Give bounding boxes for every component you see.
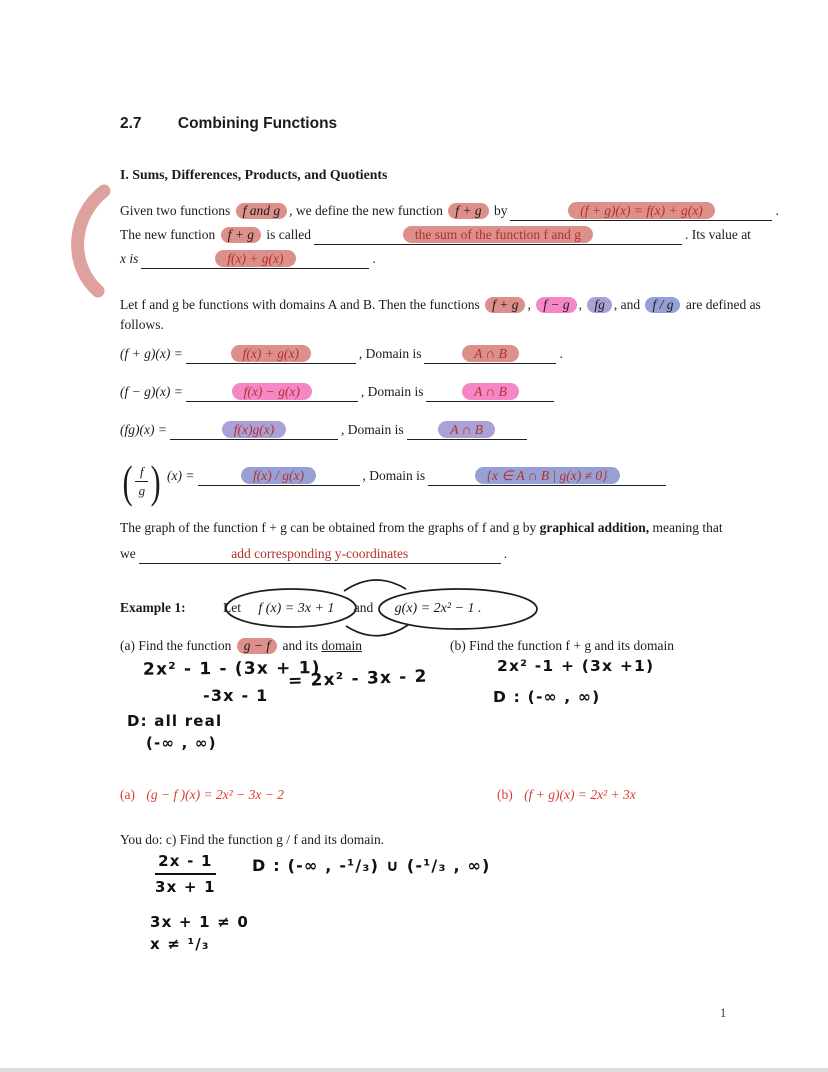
handwriting-b-domain: D : (-∞ , ∞) bbox=[493, 688, 601, 706]
highlight-f-plus-g: f + g bbox=[485, 297, 525, 313]
answer-sum-formula: f(x) + g(x) bbox=[231, 345, 311, 362]
row-lhs: (f − g)(x) = bbox=[120, 384, 183, 399]
answer-blank bbox=[314, 225, 682, 245]
answer-b-label: (b) bbox=[497, 787, 513, 802]
answer-a-label: (a) bbox=[120, 787, 135, 802]
fraction-bar-hand bbox=[155, 873, 216, 875]
fraction-numerator-hand: 2x - 1 bbox=[158, 852, 213, 870]
intro-line-3 bbox=[120, 249, 376, 269]
row-tail: . bbox=[559, 346, 563, 361]
intro-text: by bbox=[493, 203, 508, 218]
handwriting-a-expression: 2x² - 1 - (3x + 1) bbox=[142, 658, 321, 680]
graphical-addition-bold: graphical addition, bbox=[539, 520, 650, 535]
defs-text: , bbox=[527, 297, 531, 312]
domain-word-underlined: domain bbox=[321, 638, 362, 653]
example-1-line bbox=[120, 600, 482, 617]
def-row-product bbox=[120, 420, 530, 440]
part-b-prompt: (b) Find the function f + g and its domain bbox=[450, 638, 674, 653]
answer-blank bbox=[186, 382, 358, 402]
section-title: Combining Functions bbox=[177, 115, 338, 132]
answer-a-math: (g − f )(x) = 2x² − 3x − 2 bbox=[146, 787, 284, 802]
highlight-f-minus-g: f − g bbox=[536, 297, 576, 313]
page-number: 1 bbox=[720, 1006, 727, 1020]
part-a-prompt bbox=[120, 638, 362, 654]
fraction-denominator-hand: 3x + 1 bbox=[155, 878, 216, 896]
answer-quot-formula: f(x) / g(x) bbox=[241, 467, 316, 484]
highlight-g-minus-f: g − f bbox=[237, 638, 277, 654]
example-label: Example 1: bbox=[120, 600, 186, 615]
row-lhs: (x) = bbox=[167, 468, 195, 483]
handwriting-a-domain-interval: (-∞ , ∞) bbox=[146, 734, 217, 752]
intro-line-2 bbox=[120, 225, 751, 245]
you-do-prompt: You do: c) Find the function g / f and its domain. bbox=[120, 832, 385, 847]
defs-text: Let f and g be functions with domains A and B. Then the functions bbox=[120, 297, 480, 312]
answer-prod-formula: f(x)g(x) bbox=[222, 421, 286, 438]
def-row-sum bbox=[120, 344, 563, 364]
answer-blank bbox=[510, 201, 772, 221]
handwriting-a-result: = 2x² - 3x - 2 bbox=[287, 666, 428, 692]
answer-value-at-x: f(x) + g(x) bbox=[215, 250, 295, 267]
heading-sums-differences: I. Sums, Differences, Products, and Quotients bbox=[120, 167, 388, 182]
def-row-difference bbox=[120, 382, 557, 402]
row-mid: , Domain is bbox=[358, 346, 422, 361]
answer-diff-domain: A ∩ B bbox=[462, 383, 519, 400]
answer-blank bbox=[426, 382, 554, 402]
highlight-fg: fg bbox=[587, 297, 612, 313]
answer-diff-formula: f(x) − g(x) bbox=[232, 383, 312, 400]
intro-text: . bbox=[372, 251, 376, 266]
answer-blank bbox=[424, 344, 556, 364]
def-row-quotient: ( $\frac{f}{g}$) (x) = f(x) / g(x) , Domain is {x ∈ A ∩ B | g(x) ≠ 0} bbox=[120, 466, 669, 497]
highlight-f-and-g: f and g bbox=[236, 203, 288, 219]
graph-text: The graph of the function f + g can be obtained from the graphs of f and g by bbox=[120, 520, 537, 535]
handwriting-a-domain-label: D: all real bbox=[127, 712, 223, 730]
defs-text: , bbox=[578, 297, 582, 312]
answer-blank bbox=[428, 466, 666, 486]
answer-blank bbox=[170, 420, 338, 440]
row-lhs: (f + g)(x) = bbox=[120, 346, 183, 361]
answer-blank bbox=[139, 544, 501, 564]
highlight-f-plus-g: f + g bbox=[221, 227, 261, 243]
typed-answer-b bbox=[497, 787, 636, 803]
part-a-text: (a) Find the function bbox=[120, 638, 232, 653]
intro-line-1 bbox=[120, 201, 779, 221]
answer-blank bbox=[186, 344, 356, 364]
row-mid: , Domain is bbox=[340, 422, 404, 437]
handwriting-c-condition-1: 3x + 1 ≠ 0 bbox=[150, 913, 250, 931]
g-definition: g(x) = 2x² − 1 . bbox=[394, 601, 482, 616]
defs-text: are defined as bbox=[685, 297, 761, 312]
row-lhs: (fg)(x) = bbox=[120, 422, 167, 437]
graph-para-line-2 bbox=[120, 544, 507, 564]
defs-follows: follows. bbox=[120, 317, 164, 332]
answer-sum-name: the sum of the function f and g bbox=[403, 226, 593, 243]
defs-text: , and bbox=[613, 297, 641, 312]
intro-text: Given two functions bbox=[120, 203, 231, 218]
fraction-numerator: f bbox=[140, 464, 144, 479]
handwriting-a-step: -3x - 1 bbox=[203, 686, 269, 705]
part-a-text: and its bbox=[282, 638, 319, 653]
answer-graphical-addition: add corresponding y-coordinates bbox=[231, 546, 409, 561]
answer-sum-domain: A ∩ B bbox=[462, 345, 519, 362]
intro-text: is called bbox=[266, 227, 311, 242]
graph-para-line-1 bbox=[120, 520, 723, 536]
answer-quot-domain: {x ∈ A ∩ B | g(x) ≠ 0} bbox=[475, 467, 620, 484]
intro-text: The new function bbox=[120, 227, 216, 242]
example-text: Let bbox=[223, 600, 241, 615]
f-definition: f (x) = 3x + 1 bbox=[258, 601, 335, 616]
handwriting-c-fraction bbox=[155, 852, 216, 896]
page-bottom-edge bbox=[0, 1068, 828, 1072]
answer-blank bbox=[141, 249, 369, 269]
example-text: and bbox=[353, 600, 374, 615]
pink-brush-curve bbox=[56, 182, 120, 302]
fraction-f-over-g bbox=[135, 466, 148, 497]
answer-b-math: (f + g)(x) = 2x² + 3x bbox=[524, 787, 636, 802]
graph-text: . bbox=[503, 546, 508, 561]
intro-text: . Its value at bbox=[684, 227, 751, 242]
typed-answer-a bbox=[120, 787, 284, 803]
row-mid: , Domain is bbox=[362, 468, 426, 483]
answer-blank bbox=[407, 420, 527, 440]
intro-text: x is bbox=[120, 251, 139, 266]
answer-prod-domain: A ∩ B bbox=[438, 421, 495, 438]
fraction-denominator: g bbox=[138, 483, 146, 498]
fraction-bar bbox=[135, 481, 148, 482]
answer-blank bbox=[198, 466, 360, 486]
handwriting-b-expression: 2x² -1 + (3x +1) bbox=[497, 657, 655, 675]
defs-lead-line bbox=[120, 297, 761, 313]
row-mid: , Domain is bbox=[360, 384, 424, 399]
page-title bbox=[120, 115, 337, 133]
section-number: 2.7 bbox=[120, 115, 142, 132]
graph-text: we bbox=[120, 546, 136, 561]
graph-text: meaning that bbox=[652, 520, 723, 535]
handwriting-c-domain: D : (-∞ , -¹/₃) ∪ (-¹/₃ , ∞) bbox=[252, 856, 491, 875]
intro-text: . bbox=[775, 203, 779, 218]
handwriting-c-condition-2: x ≠ ¹/₃ bbox=[150, 935, 210, 953]
intro-text: , we define the new function bbox=[289, 203, 443, 218]
highlight-f-plus-g: f + g bbox=[448, 203, 488, 219]
highlight-f-over-g: f / g bbox=[645, 297, 680, 313]
answer-sum-definition: (f + g)(x) = f(x) + g(x) bbox=[568, 202, 715, 219]
